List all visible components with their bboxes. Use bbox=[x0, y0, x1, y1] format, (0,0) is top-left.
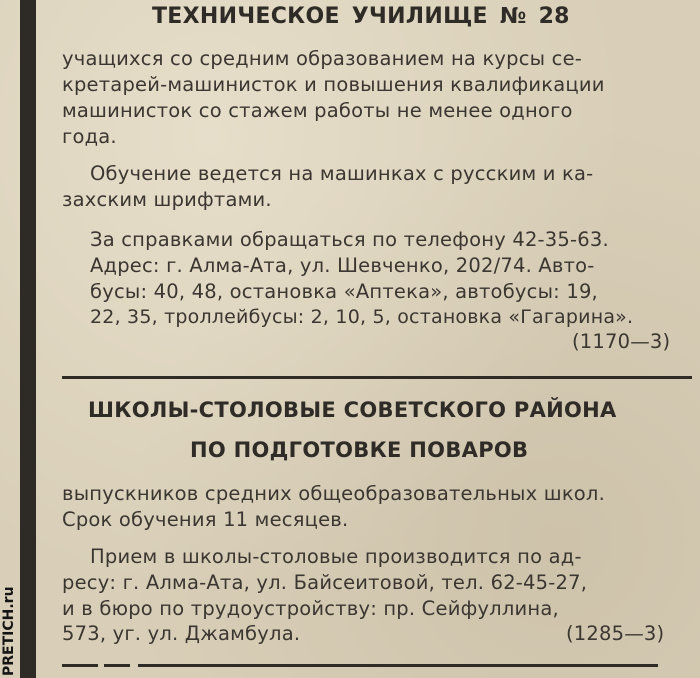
section2-para2-line3: и в бюро по трудоустройству: пр. Сейфуллина, bbox=[62, 597, 559, 620]
section2-para2-line1: Прием в школы-столовые производится по ад- bbox=[90, 545, 582, 568]
left-column-rule bbox=[20, 0, 36, 678]
section1-title: ТЕХНИЧЕСКОЕ УЧИЛИЩЕ № 28 bbox=[152, 4, 570, 29]
section2-title-line2: ПО ПОДГОТОВКЕ ПОВАРОВ bbox=[190, 438, 529, 462]
section1-para1-line2: кретарей-машинисток и повышения квалификации bbox=[62, 73, 605, 96]
section1-code: (1170—3) bbox=[572, 330, 671, 353]
section2-title-line1: ШКОЛЫ-СТОЛОВЫЕ СОВЕТСКОГО РАЙОНА bbox=[88, 398, 617, 422]
section1-para3-line3: бусы: 40, 48, остановка «Аптека», автобусы: 19, bbox=[90, 280, 598, 303]
bottom-dashed-rule-segment bbox=[138, 664, 658, 667]
section-divider bbox=[62, 376, 692, 379]
bottom-dashed-rule-segment bbox=[62, 664, 98, 667]
section2-para2-line2: ресу: г. Алма-Ата, ул. Байсеитовой, тел. 62-45-27, bbox=[62, 571, 588, 594]
watermark-text: PRETICH.ru bbox=[1, 586, 17, 676]
section1-para1-line3: машинисток со стажем работы не менее одного bbox=[62, 99, 573, 122]
section2-para1-line2: Срок обучения 11 месяцев. bbox=[62, 508, 349, 531]
bottom-dashed-rule-segment bbox=[104, 664, 130, 667]
section2-para2-line4: 573, уг. ул. Джамбула. bbox=[62, 622, 301, 645]
section1-para3-line2: Адрес: г. Алма-Ата, ул. Шевченко, 202/74. Авто- bbox=[90, 254, 595, 277]
section1-para1-line4: года. bbox=[62, 125, 117, 148]
section1-para1-line1: учащихся со средним образованием на курсы се- bbox=[62, 47, 583, 70]
section1-para2-line2: захским шрифтами. bbox=[62, 188, 272, 211]
section2-code: (1285—3) bbox=[566, 622, 665, 645]
section1-para2-line1: Обучение ведется на машинках с русским и ка- bbox=[90, 162, 594, 185]
section1-para3-line4: 22, 35, троллейбусы: 2, 10, 5, остановка «Гагарина». bbox=[90, 306, 634, 328]
section1-para3-line1: За справками обращаться по телефону 42-35-63. bbox=[90, 228, 609, 251]
section2-para1-line1: выпускников средних общеобразовательных школ. bbox=[62, 482, 605, 505]
watermark bbox=[0, 560, 18, 676]
